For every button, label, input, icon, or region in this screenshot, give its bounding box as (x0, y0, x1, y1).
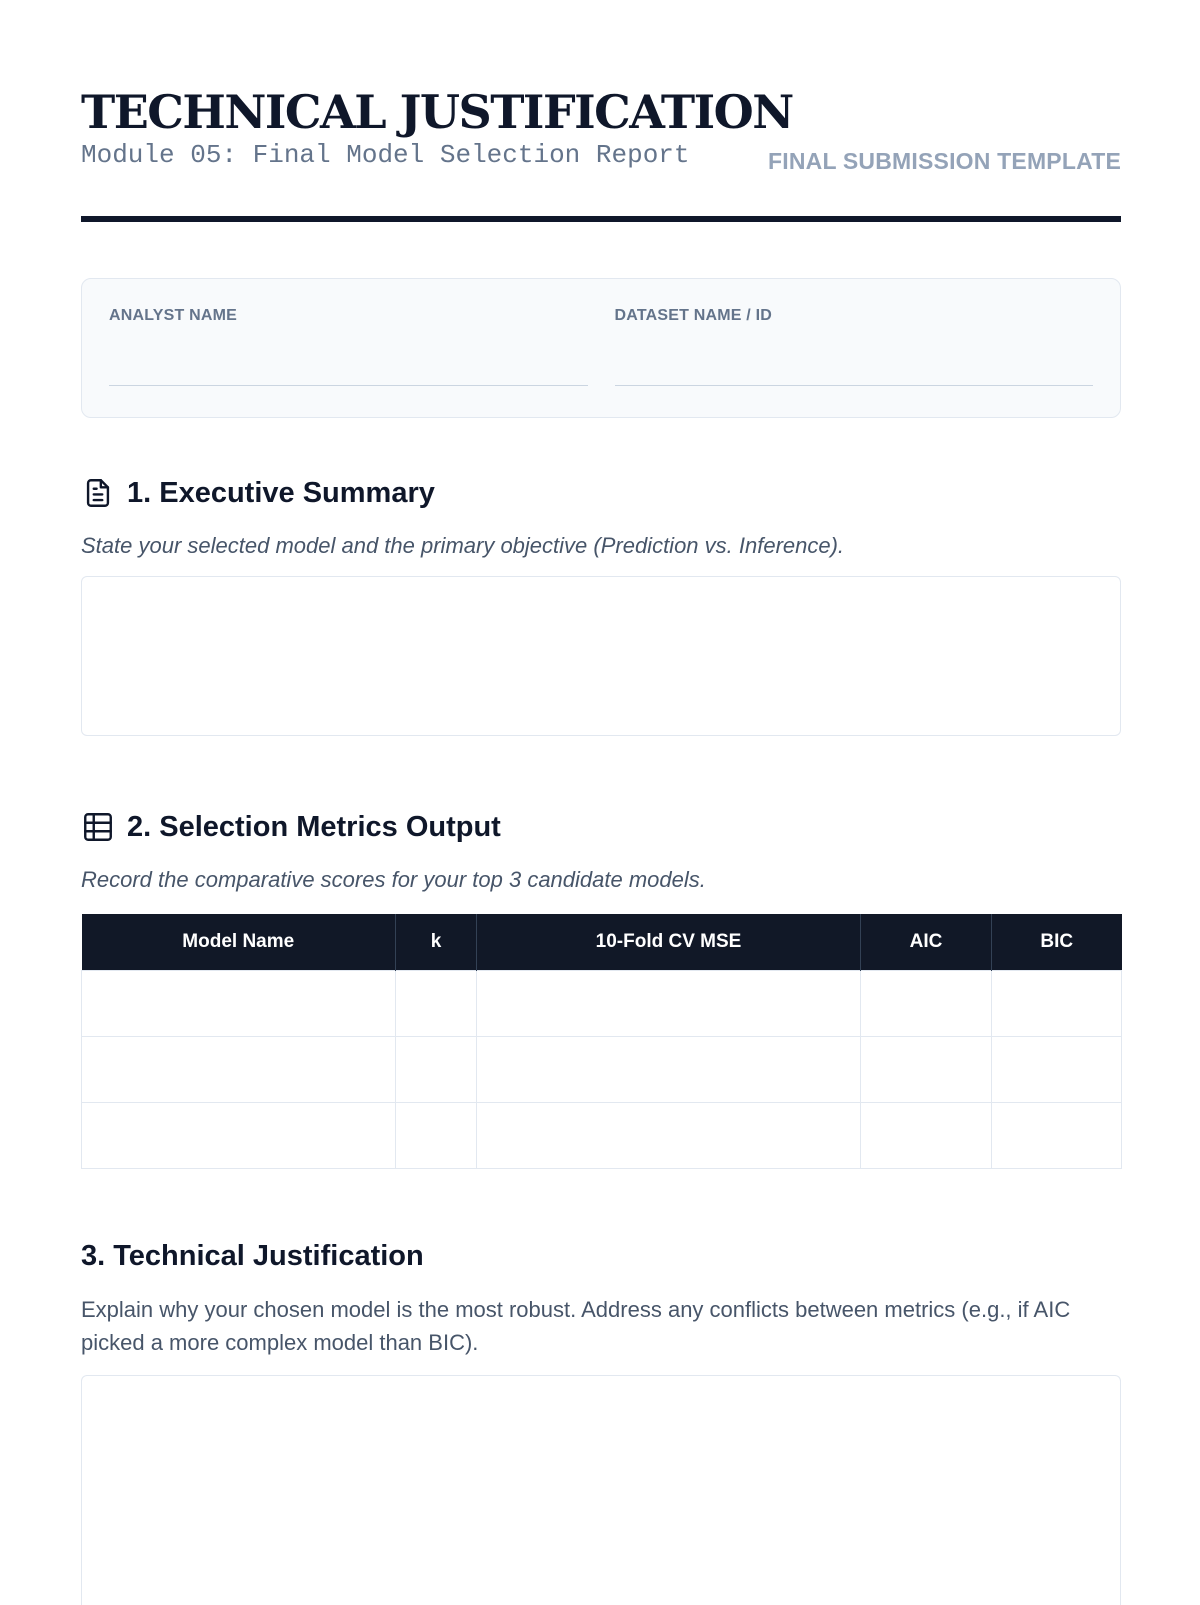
model-name-cell-input[interactable] (82, 971, 395, 1036)
document-icon (81, 476, 115, 510)
template-label: FINAL SUBMISSION TEMPLATE (768, 148, 1121, 174)
table-icon (81, 810, 115, 844)
executive-summary-description: State your selected model and the primary objective (Prediction vs. Inference). (81, 533, 845, 558)
column-header-bic: BIC (992, 914, 1122, 971)
k-cell-input[interactable] (396, 1037, 476, 1102)
selection-metrics-heading (81, 810, 1121, 844)
aic-cell-input[interactable] (861, 1103, 991, 1168)
report-page (81, 0, 1121, 1605)
bic-cell-input[interactable] (992, 1103, 1121, 1168)
k-cell-input[interactable] (396, 1103, 476, 1168)
executive-summary-title: 1. Executive Summary (127, 477, 435, 509)
technical-justification-section (81, 1239, 1121, 1605)
column-header-model-name: Model Name (82, 914, 396, 971)
cv-mse-cell-input[interactable] (477, 971, 860, 1036)
column-header-cv-mse: 10-Fold CV MSE (477, 914, 861, 971)
selection-metrics-title: 2. Selection Metrics Output (127, 811, 501, 843)
column-header-aic: AIC (861, 914, 992, 971)
selection-metrics-description: Record the comparative scores for your top 3 candidate models. (81, 867, 706, 892)
column-header-k: k (396, 914, 477, 971)
bic-cell-input[interactable] (992, 1037, 1121, 1102)
technical-justification-description: Explain why your chosen model is the most robust. Address any conflicts between metrics (e.g., if AIC picked a more complex model than BIC). (81, 1297, 1071, 1355)
dataset-name-label: DATASET NAME / ID (614, 307, 772, 324)
aic-cell-input[interactable] (861, 1037, 991, 1102)
metrics-table-header-row (82, 914, 1122, 971)
aic-cell-input[interactable] (861, 971, 991, 1036)
metadata-card (81, 278, 1121, 418)
dataset-name-field-group (615, 307, 1094, 389)
model-name-cell-input[interactable] (82, 1037, 395, 1102)
technical-justification-textarea[interactable] (81, 1375, 1121, 1605)
executive-summary-textarea[interactable] (81, 576, 1121, 736)
table-row (82, 1103, 1122, 1169)
technical-justification-title: 3. Technical Justification (81, 1240, 424, 1272)
model-name-cell-input[interactable] (82, 1103, 395, 1168)
document-subtitle: Module 05: Final Model Selection Report (81, 140, 690, 170)
table-row (82, 1037, 1122, 1103)
cv-mse-cell-input[interactable] (477, 1103, 860, 1168)
dataset-name-input[interactable] (615, 353, 1094, 386)
document-title: TECHNICAL JUSTIFICATION (81, 85, 793, 139)
cv-mse-cell-input[interactable] (477, 1037, 860, 1102)
executive-summary-section (81, 476, 1121, 736)
analyst-name-field-group (109, 307, 588, 389)
k-cell-input[interactable] (396, 971, 476, 1036)
analyst-name-label: ANALYST NAME (109, 307, 238, 324)
document-header (81, 86, 1121, 222)
analyst-name-input[interactable] (109, 353, 588, 386)
executive-summary-heading (81, 476, 1121, 510)
bic-cell-input[interactable] (992, 971, 1121, 1036)
selection-metrics-section (81, 810, 1121, 1169)
metrics-table (81, 914, 1122, 1169)
table-row (82, 971, 1122, 1037)
